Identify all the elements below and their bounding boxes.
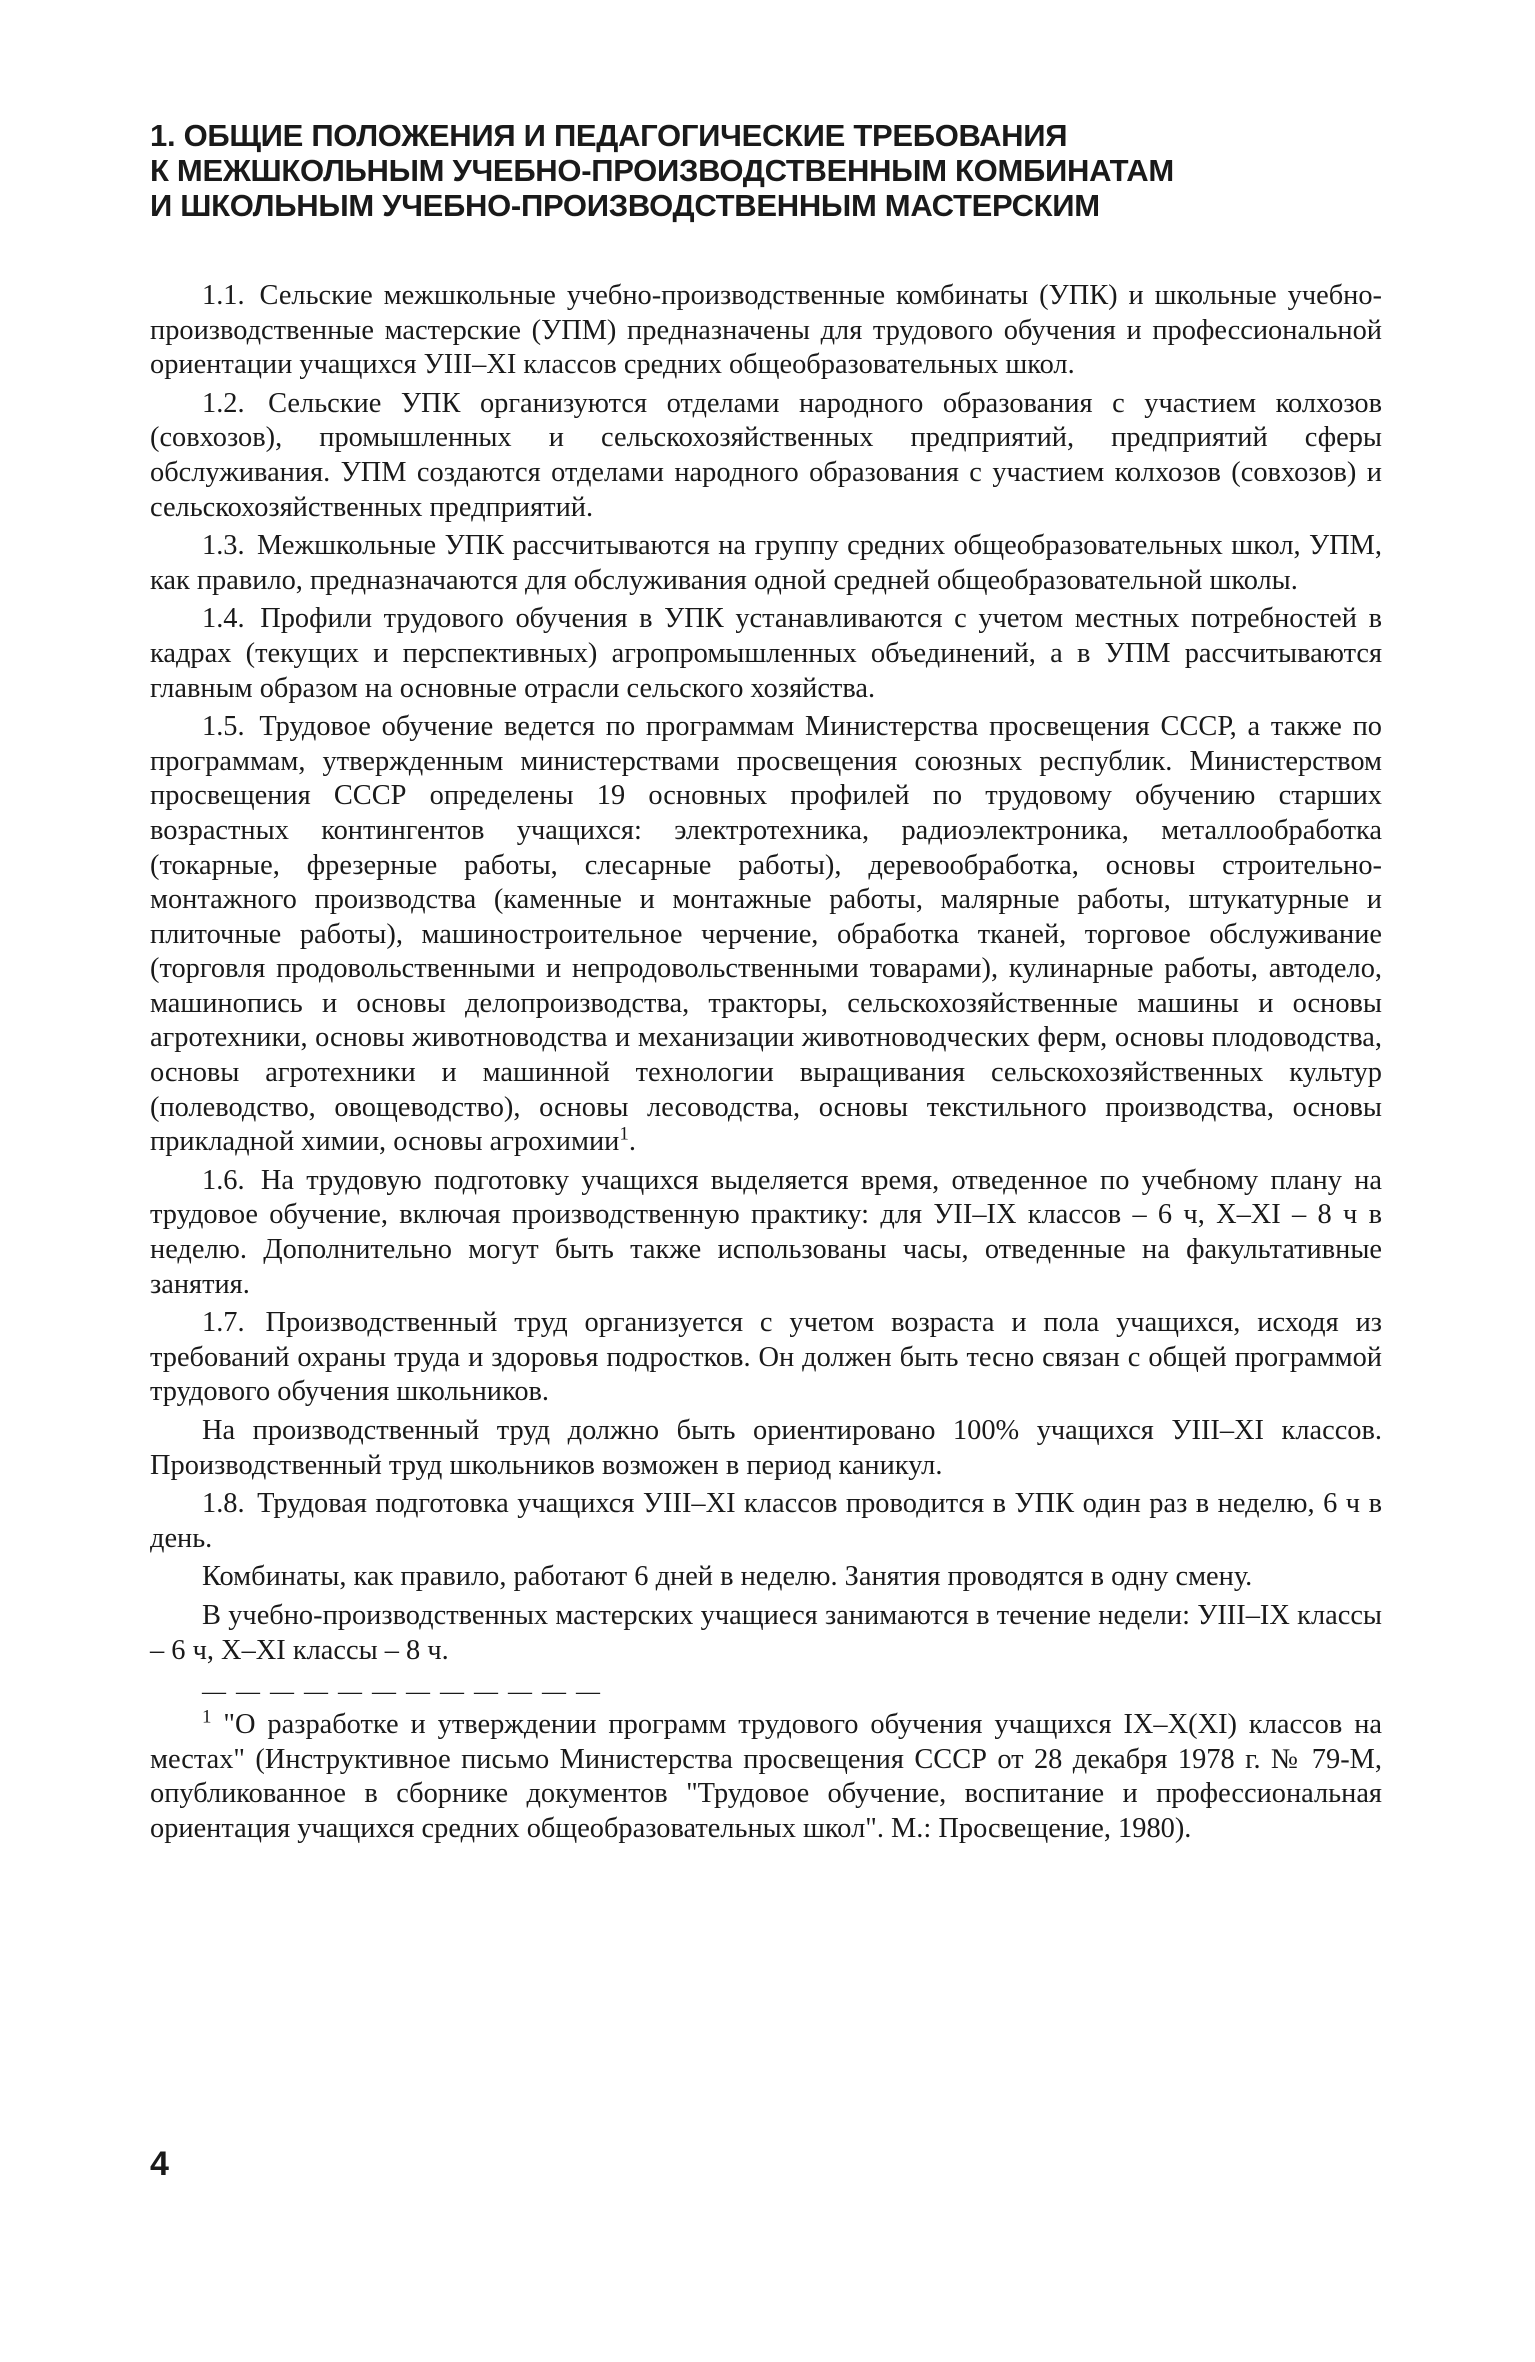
- paragraph-number: 1.3.: [202, 530, 245, 562]
- paragraph-text: На производственный труд должно быть ориентировано 100% учащихся УIII–XI классов. Производственный труд школьников возможен в период каникул.: [150, 1415, 1382, 1481]
- paragraph-text: Комбинаты, как правило, работают 6 дней в неделю. Занятия проводятся в одну смену.: [202, 1561, 1253, 1593]
- footnote-text: "О разработке и утверждении программ трудового обучения учащихся IX–X(XI) классов на местах" (Инструктивное письмо Министерства просвещения СССР от 28 декабря 1978 г. № 79-М, опубликованное в сборнике документов "Трудовое обучение, воспитание и профессиональная ориентация учащихся средних общеобразовательных школ". М.: Просвещение, 1980).: [150, 1709, 1382, 1844]
- paragraph-1-6: [150, 1164, 1382, 1302]
- paragraph-text: В учебно-производственных мастерских учащиеся занимаются в течение недели: УIII–IX классы – 6 ч, X–XI классы – 8 ч.: [150, 1599, 1382, 1666]
- heading-line-2: К МЕЖШКОЛЬНЫМ УЧЕБНО-ПРОИЗВОДСТВЕННЫМ КОМБИНАТАМ: [150, 153, 1174, 188]
- paragraph-number: 1.8.: [202, 1488, 245, 1520]
- paragraph-number: 1.1.: [202, 280, 245, 311]
- paragraph-text: Сельские УПК организуются отделами народного образования с участием колхозов (совхозов), промышленных и сельскохозяйственных предприятий, предприятий сферы обслуживания. УПМ создаются отделами народного образования с участием колхозов (совхозов) и сельскохозяйственных предприятий.: [150, 387, 1382, 523]
- heading-line-3: И ШКОЛЬНЫМ УЧЕБНО-ПРОИЗВОДСТВЕННЫМ МАСТЕРСКИМ: [150, 188, 1100, 223]
- paragraph-1-7-cont: [150, 1414, 1382, 1483]
- body-text: [150, 279, 1382, 1668]
- paragraph-1-1: [150, 279, 1382, 383]
- paragraph-1-2: [150, 387, 1382, 525]
- paragraph-1-5: [150, 710, 1382, 1160]
- paragraph-text: Трудовая подготовка учащихся УIII–XI классов проводится в УПК один раз в неделю, 6 ч в день.: [150, 1488, 1382, 1554]
- paragraph-number: 1.5.: [202, 711, 245, 743]
- paragraph-text: Профили трудового обучения в УПК устанавливаются с учетом местных потребностей в кадрах (текущих и перспективных) агропромышленных объединений, а в УПМ рассчитываются главным образом на основные отрасли сельского хозяйства.: [150, 603, 1382, 704]
- paragraph-number: 1.6.: [202, 1164, 245, 1196]
- footnote: [150, 1708, 1382, 1846]
- paragraph-number: 1.7.: [202, 1307, 245, 1339]
- paragraph-text: Производственный труд организуется с учетом возраста и пола учащихся, исходя из требований охраны труда и здоровья подростков. Он должен быть тесно связан с общей программой трудового обучения школьников.: [150, 1307, 1382, 1408]
- footnote-mark: 1: [202, 1706, 212, 1728]
- paragraph-1-7: [150, 1306, 1382, 1410]
- paragraph-1-3: [150, 529, 1382, 598]
- heading-line-1: 1. ОБЩИЕ ПОЛОЖЕНИЯ И ПЕДАГОГИЧЕСКИЕ ТРЕБОВАНИЯ: [150, 118, 1068, 153]
- page-number: 4: [150, 2145, 169, 2183]
- paragraph-1-4: [150, 602, 1382, 706]
- section-heading: [150, 118, 1382, 223]
- footnote-reference: 1: [619, 1123, 629, 1145]
- paragraph-number: 1.2.: [202, 387, 245, 419]
- paragraph-1-8: [150, 1487, 1382, 1556]
- paragraph-1-8-cont-1: [150, 1560, 1382, 1595]
- footnote-divider: — — — — — — — — — — — —: [202, 1679, 602, 1706]
- paragraph-text: На трудовую подготовку учащихся выделяется время, отведенное по учебному плану на трудовое обучение, включая производственную практику: для УII–IX классов – 6 ч, X–XI – 8 ч в неделю. Дополнительно могут быть также использованы часы, отведенные на факультативные занятия.: [150, 1164, 1382, 1300]
- page: [150, 118, 1382, 1847]
- paragraph-1-8-cont-2: [150, 1599, 1382, 1668]
- paragraph-number: 1.4.: [202, 603, 245, 635]
- paragraph-text: Межшкольные УПК рассчитываются на группу средних общеобразовательных школ, УПМ, как правило, предназначаются для обслуживания одной средней общеобразовательной школы.: [150, 530, 1382, 596]
- paragraph-text: Сельские межшкольные учебно-производственные комбинаты (УПК) и школьные учебно-производственные мастерские (УПМ) предназначены для трудового обучения и профессиональной ориентации учащихся УIII–XI классов средних общеобразовательных школ.: [150, 280, 1382, 381]
- paragraph-tail: .: [628, 1126, 636, 1158]
- paragraph-text: Трудовое обучение ведется по программам Министерства просвещения СССР, а также по программам, утвержденным министерствами просвещения союзных республик. Министерством просвещения СССР определены 19 основных профилей по трудовому обучению старших возрастных контингентов учащихся: электротехника, радиоэлектроника, металлообработка (токарные, фрезерные работы, слесарные работы), деревообработка, основы строительно-монтажного производства (каменные и монтажные работы, малярные работы, штукатурные и плиточные работы), машиностроительное черчение, обработка тканей, торговое обслуживание (торговля продовольственными и непродовольственными товарами), кулинарные работы, автодело, машинопись и основы делопроизводства, тракторы, сельскохозяйственные машины и основы агротехники, основы животноводства и механизации животноводческих ферм, основы плодоводства, основы агротехники и машинной технологии выращивания сельскохозяйственных культур (полеводство, овощеводство), основы лесоводства, основы текстильного производства, основы прикладной химии, основы агрохимии: [150, 711, 1382, 1158]
